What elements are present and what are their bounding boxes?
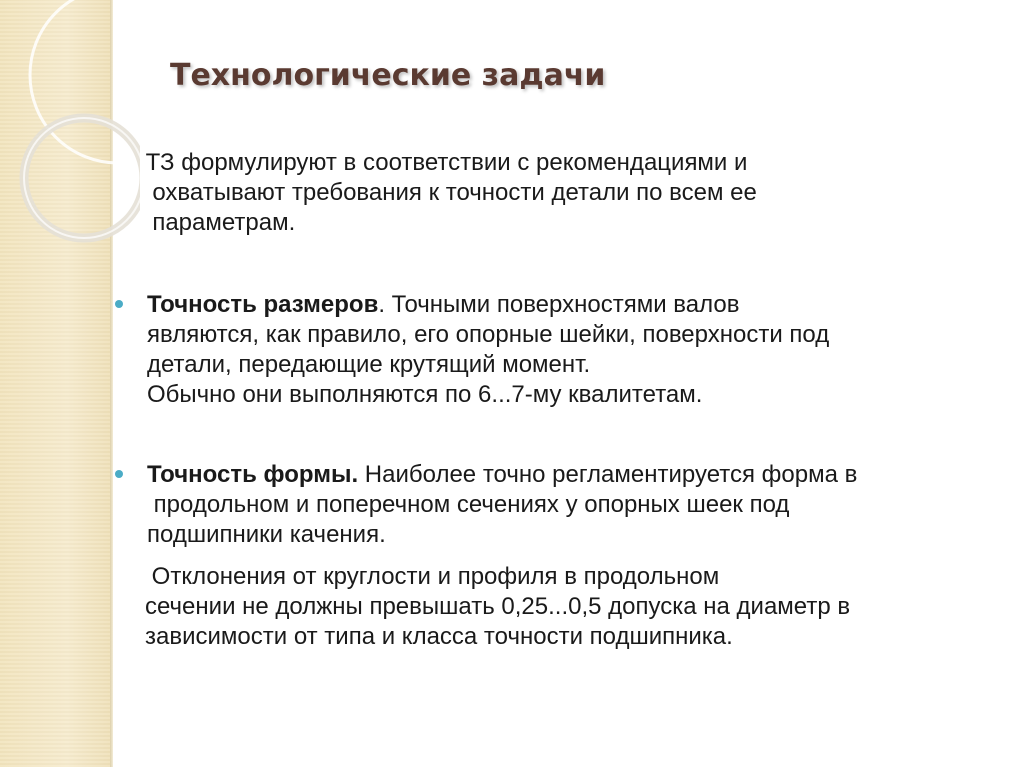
- bullet-paragraph: [147, 290, 829, 410]
- intro-paragraph: ТЗ формулируют в соответствии с рекомендациями и охватывают требования к точности детали по всем ее параметрам.: [145, 149, 757, 236]
- bullet-term: Точность размеров: [147, 291, 379, 318]
- continuation-paragraph: Отклонения от круглости и профиля в продольном сечении не должны превышать 0,25...0,5 допуска на диаметр в зависимости от типа и класса точности подшипника.: [145, 563, 851, 650]
- bullet-item-size-accuracy: [147, 290, 829, 410]
- bullet-body: . Точными поверхностями валов являются, как правило, его опорные шейки, поверхности под детали, передающие крутящий момент. Обычно они выполняются по 6...7-му квалитетам.: [147, 291, 830, 408]
- slide-title: Технологические задачи: [170, 58, 606, 93]
- bullet-item-shape-accuracy: [147, 460, 857, 550]
- bullet-term: Точность формы.: [147, 461, 359, 488]
- bullet-dot-icon: [115, 300, 123, 308]
- decorative-rings: [0, 0, 140, 300]
- bullet-dot-icon: [115, 470, 123, 478]
- bullet-paragraph: [147, 460, 857, 550]
- bullet-body: Наиболее точно регламентируется форма в продольном и поперечном сечениях у опорных шеек под подшипники качения.: [147, 461, 858, 548]
